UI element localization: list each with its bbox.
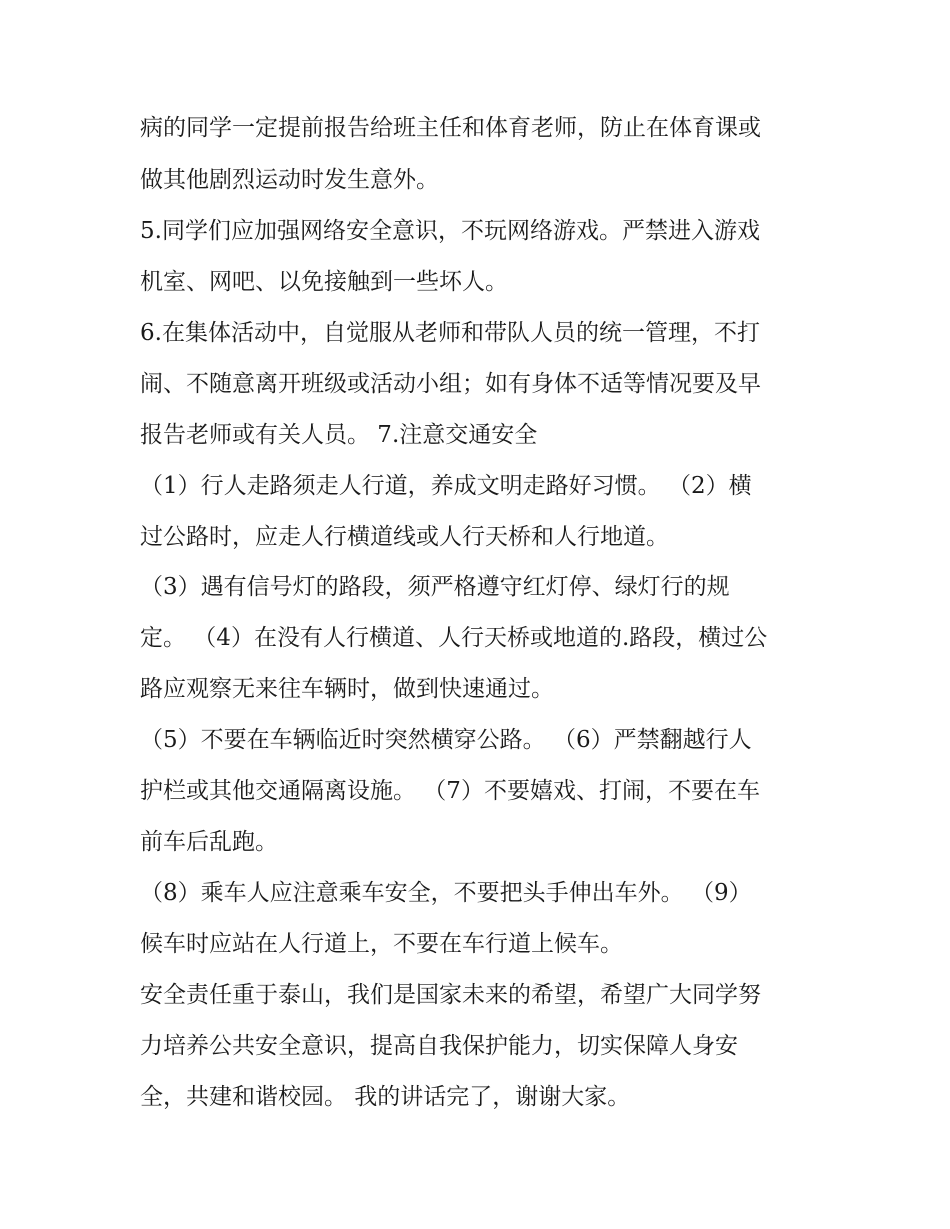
text-line: 闹、不随意离开班级或活动小组；如有身体不适等情况要及早 bbox=[140, 371, 761, 397]
text-line: 护栏或其他交通隔离设施。 （7）不要嬉戏、打闹，不要在车 bbox=[140, 778, 760, 804]
text-line: 机室、网吧、以免接触到一些坏人。 bbox=[140, 269, 508, 295]
text-line: 安全责任重于泰山，我们是国家未来的希望，希望广大同学努 bbox=[140, 982, 761, 1008]
text-line: 前车后乱跑。 bbox=[140, 829, 278, 855]
text-line: 过公路时，应走人行横道线或人行天桥和人行地道。 bbox=[140, 524, 669, 550]
text-line: 力培养公共安全意识，提高自我保护能力，切实保障人身安 bbox=[140, 1033, 738, 1059]
text-line: 路应观察无来往车辆时，做到快速通过。 bbox=[140, 676, 554, 702]
text-line: 定。 （4）在没有人行横道、人行天桥或地道的.路段，横过公 bbox=[140, 625, 768, 651]
text-line: 候车时应站在人行道上，不要在车行道上候车。 bbox=[140, 931, 623, 957]
text-line: （8）乘车人应注意乘车安全，不要把头手伸出车外。 （9） bbox=[140, 880, 752, 906]
text-line: 全，共建和谐校园。 我的讲话完了，谢谢大家。 bbox=[140, 1084, 631, 1110]
text-line: （5）不要在车辆临近时突然横穿公路。 （6）严禁翻越行人 bbox=[140, 727, 752, 753]
text-line: 报告老师或有关人员。 7.注意交通安全 bbox=[140, 422, 538, 448]
text-line: 做其他剧烈运动时发生意外。 bbox=[140, 167, 439, 193]
text-line: （3）遇有信号灯的路段，须严格遵守红灯停、绿灯行的规 bbox=[140, 574, 730, 600]
text-line: 6.在集体活动中，自觉服从老师和带队人员的统一管理，不打 bbox=[140, 320, 760, 346]
text-line: 5.同学们应加强网络安全意识，不玩网络游戏。严禁进入游戏 bbox=[140, 218, 760, 244]
text-line: （1）行人走路须走人行道，养成文明走路好习惯。 （2）横 bbox=[140, 473, 752, 499]
text-line: 病的同学一定提前报告给班主任和体育老师，防止在体育课或 bbox=[140, 115, 761, 141]
